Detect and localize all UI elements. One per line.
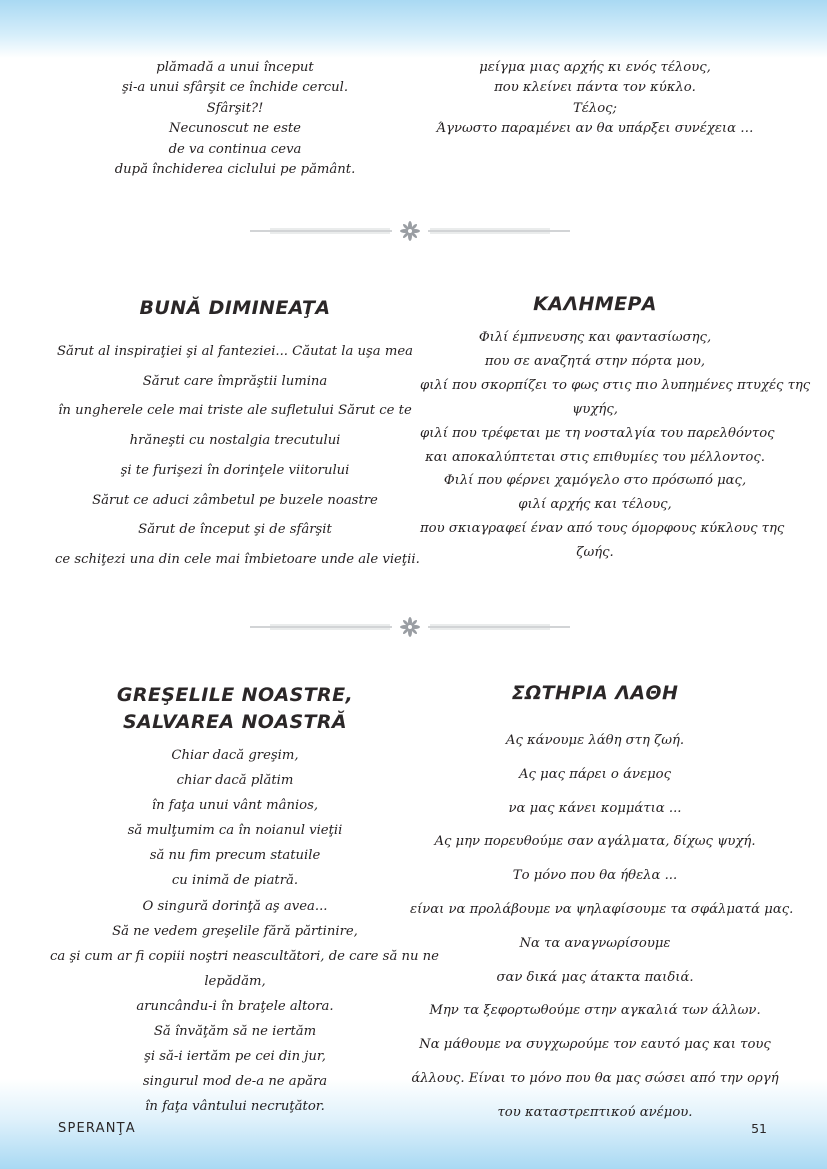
poem-line: şi te furişezi în dorinţele viitorului bbox=[120, 462, 350, 478]
poem-line: Το μόνο που θα ήθελα ... bbox=[512, 868, 678, 884]
poem-title-buna-dimineata: BUNĂ DIMINEAŢA bbox=[139, 297, 331, 319]
poem-line: să mulţumim ca în noianul vieţii bbox=[127, 823, 343, 839]
poem-line: ψυχής, bbox=[572, 401, 618, 417]
poem-line: în ungherele cele mai triste ale sufletului Sărut ce te bbox=[58, 403, 412, 419]
poem-line: ζωής. bbox=[576, 545, 614, 561]
page-number: 51 bbox=[751, 1121, 767, 1136]
section-divider-1 bbox=[250, 221, 570, 241]
poem-line: μείγμα μιας αρχής κι ενός τέλους, bbox=[479, 60, 711, 75]
poem-line: φιλί που σκορπίζει το φως στις πιο λυπημένες πτυχές της bbox=[420, 377, 811, 393]
poem-line: φιλί αρχής και τέλους, bbox=[518, 497, 672, 513]
poem-line: Sărut ce aduci zâmbetul pe buzele noastre bbox=[92, 492, 378, 508]
floral-ornament-icon bbox=[250, 617, 570, 637]
floral-ornament-icon bbox=[250, 221, 570, 241]
poem-line: Μην τα ξεφορτωθούμε στην αγκαλιά των άλλων. bbox=[429, 1003, 761, 1019]
poem-line: Να τα αναγνωρίσουμε bbox=[519, 935, 671, 951]
poem-line: ca şi cum ar fi copiii noştri neascultători, de care să nu ne bbox=[50, 948, 439, 964]
poem-line: aruncându-i în braţele altora. bbox=[136, 998, 334, 1014]
poem-greselile-noastre bbox=[50, 743, 439, 1119]
poem-line: που σκιαγραφεί έναν από τους όμορφους κύκλους της bbox=[420, 521, 785, 537]
poem-title-kalimera: ΚΑΛΗΜΕΡΑ bbox=[533, 293, 657, 315]
poem-line: να μας κάνει κομμάτια ... bbox=[508, 800, 682, 816]
poem-line: Τέλος; bbox=[573, 100, 617, 116]
top-right-poem bbox=[420, 58, 770, 140]
top-left-poem bbox=[60, 58, 410, 180]
poem-line: Φιλί που φέρνει χαμόγελο στο πρόσωπό μας, bbox=[443, 473, 747, 489]
poem-line: Sărut al inspiraţiei şi al fanteziei... Căutat la uşa mea bbox=[56, 344, 414, 359]
poem-line: Ας κάνουμε λάθη στη ζωή. bbox=[505, 733, 685, 748]
poem-line: που σε αναζητά στην πόρτα μου, bbox=[484, 353, 706, 369]
poem-line: chiar dacă plătim bbox=[176, 773, 294, 789]
poem-line: ce schiţezi una din cele mai îmbietoare unde ale vieţii. bbox=[55, 551, 420, 567]
poem-line: φιλί που τρέφεται με τη νοσταλγία του παρελθόντος bbox=[420, 425, 775, 441]
poem-line: Ας μας πάρει ο άνεμος bbox=[519, 766, 671, 782]
poem-line: Ας μην πορευθούμε σαν αγάλματα, δίχως ψυχή. bbox=[434, 834, 756, 850]
poem-title-greselile-noastre bbox=[60, 682, 410, 736]
poem-line: SALVAREA NOASTRĂ bbox=[122, 711, 348, 733]
poem-line: άλλους. Είναι το μόνο που θα μας σώσει από την οργή bbox=[411, 1070, 779, 1086]
poem-line: singurul mod de-a ne apăra bbox=[142, 1074, 328, 1090]
poem-line: Να μάθουμε να συγχωρούμε τον εαυτό μας και τους bbox=[419, 1037, 771, 1053]
poem-line: după închiderea ciclului pe pământ. bbox=[114, 162, 356, 178]
poem-line: είναι να προλάβουμε να ψηλαφίσουμε τα σφάλματά μας. bbox=[410, 901, 794, 917]
poem-title-sotiria-lathi: ΣΩΤΗΡΙΑ ΛΑΘΗ bbox=[511, 682, 679, 704]
poem-line: Să învăţăm să ne iertăm bbox=[153, 1024, 317, 1040]
poem-line: Sărut de început şi de sfârşit bbox=[138, 522, 332, 538]
poem-line: Άγνωστο παραμένει αν θα υπάρξει συνέχεια … bbox=[436, 121, 754, 137]
poem-line: şi să-i iertăm pe cei din jur, bbox=[144, 1049, 326, 1065]
poem-line: σαν δικά μας άτακτα παιδιά. bbox=[496, 969, 694, 985]
poem-line: O singură dorinţă aş avea... bbox=[142, 898, 328, 914]
poem-line: lepădăm, bbox=[204, 973, 266, 989]
poem-line: Sfârşit?! bbox=[206, 100, 264, 116]
poem-line: και αποκαλύπτεται στις επιθυμίες του μέλλοντος. bbox=[425, 449, 765, 465]
poem-line: του καταστρεπτικού ανέμου. bbox=[497, 1104, 693, 1120]
poem-line: cu inimă de piatră. bbox=[171, 873, 299, 889]
poem-line: Φιλί έμπνευσης και φαντασίωσης, bbox=[478, 330, 712, 345]
magazine-title: SPERANŢA bbox=[58, 1121, 136, 1136]
poem-line: Necunoscut ne este bbox=[169, 121, 301, 137]
poem-line: în faţa vântului necruţător. bbox=[145, 1099, 325, 1115]
poem-line: Să ne vedem greşelile fără părtinire, bbox=[112, 923, 358, 939]
poem-sotiria-lathi bbox=[410, 724, 794, 1130]
top-gradient-band bbox=[0, 0, 827, 58]
poem-line: de va continua ceva bbox=[168, 141, 302, 157]
poem-line: în faţa unui vânt mânios, bbox=[151, 798, 319, 814]
poem-kalimera bbox=[420, 326, 811, 565]
poem-line: GREŞELILE NOASTRE, bbox=[116, 684, 354, 706]
poem-buna-dimineata bbox=[55, 337, 420, 575]
poem-line: Sărut care împrăştii lumina bbox=[142, 373, 328, 389]
section-divider-2 bbox=[250, 617, 570, 637]
poem-line: Chiar dacă greşim, bbox=[171, 748, 299, 763]
poem-line: plămadă a unui început bbox=[156, 60, 314, 75]
poem-line: şi-a unui sfârşit ce închide cercul. bbox=[121, 80, 349, 96]
poem-line: să nu fim precum statuile bbox=[149, 848, 321, 864]
poem-line: hrăneşti cu nostalgia trecutului bbox=[129, 433, 341, 449]
poem-line: που κλείνει πάντα τον κύκλο. bbox=[494, 80, 696, 96]
